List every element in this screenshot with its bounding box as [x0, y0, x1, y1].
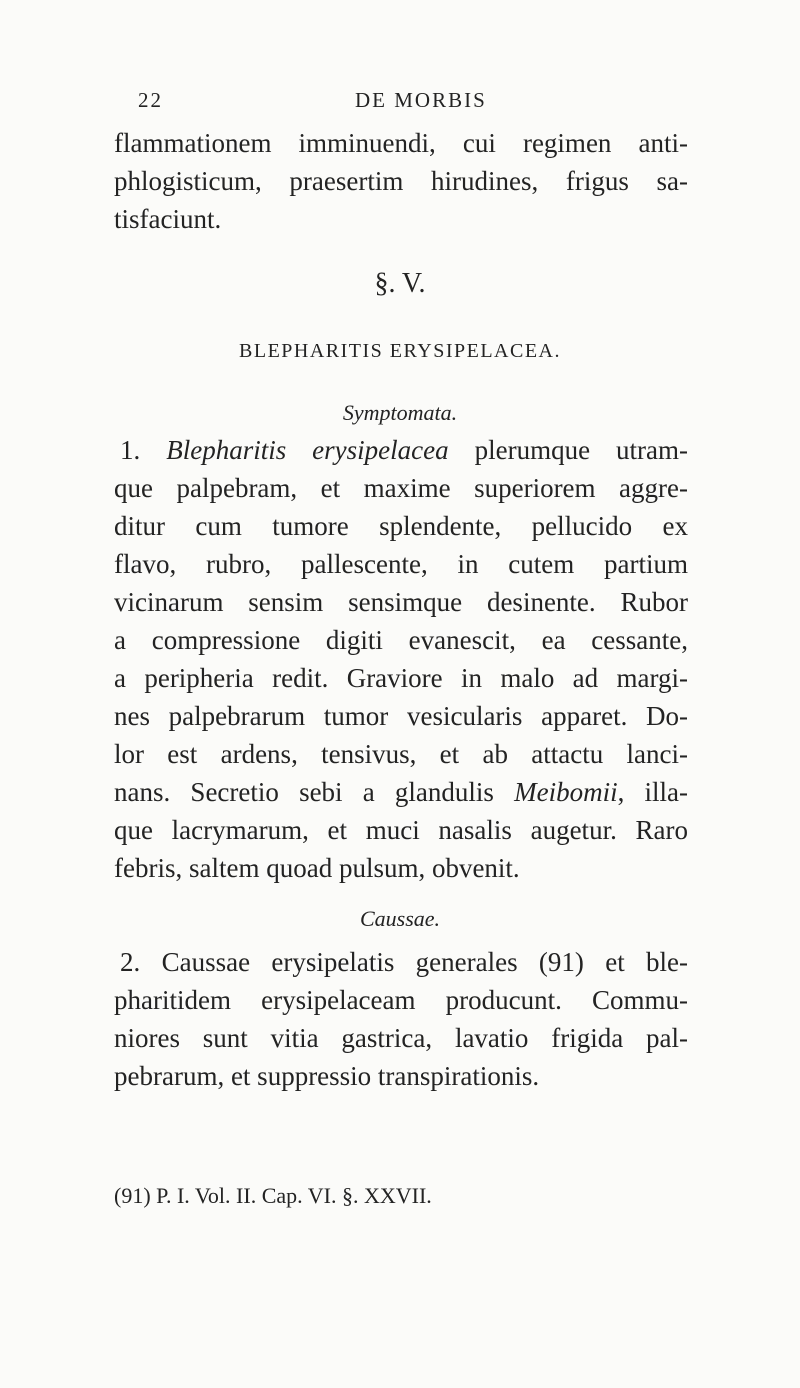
paragraph-first-line	[120, 432, 688, 468]
running-head	[0, 88, 800, 118]
body-line: a peripheria redit. Graviore in malo ad margi-	[114, 663, 688, 693]
paragraph-first-line	[120, 944, 688, 980]
body-line: lor est ardens, tensivus, et ab attactu lanci-	[114, 739, 688, 769]
body-line	[114, 774, 688, 810]
term-blepharitis: Blepharitis erysipelacea	[166, 435, 449, 465]
caussae-heading: Caussae.	[359, 906, 441, 931]
body-line: niores sunt vitia gastrica, lavatio frigida pal-	[114, 1023, 688, 1053]
body-line: nes palpebrarum tumor vesicularis apparet. Do-	[114, 701, 688, 731]
body-text: plerumque utram-	[448, 435, 688, 465]
paragraph-number: 2.	[120, 947, 141, 977]
body-line: flavo, rubro, pallescente, in cutem partium	[114, 549, 688, 579]
body-text: Caussae erysipelatis generales (91) et ble-	[161, 947, 688, 977]
body-line: ditur cum tumore splendente, pellucido ex	[114, 511, 688, 541]
body-line: febris, saltem quoad pulsum, obvenit.	[114, 853, 520, 883]
body-line: pebrarum, et suppressio transpirationis.	[114, 1061, 540, 1091]
symptomata-heading: Symptomata.	[342, 400, 458, 425]
body-line: phlogisticum, praesertim hirudines, frigus sa-	[114, 166, 688, 196]
section-mark: §. V.	[374, 268, 426, 299]
body-line: tisfaciunt.	[114, 204, 222, 234]
body-line: a compressione digiti evanescit, ea cessante,	[114, 625, 688, 655]
body-line: pharitidem erysipelaceam producunt. Commu-	[114, 985, 688, 1015]
footnote: (91) P. I. Vol. II. Cap. VI. §. XXVII.	[114, 1183, 432, 1208]
page-number: 22	[138, 88, 163, 112]
body-text: , illa-	[617, 777, 688, 807]
body-line: vicinarum sensim sensimque desinente. Rubor	[114, 587, 688, 617]
term-meibomii: Meibomii	[514, 777, 618, 807]
running-title: DE MORBIS	[355, 88, 487, 112]
body-text: nans. Secretio sebi a glandulis	[114, 777, 515, 807]
body-line: que lacrymarum, et muci nasalis augetur. Raro	[114, 815, 688, 845]
body-line: flammationem imminuendi, cui regimen anti-	[114, 128, 688, 158]
body-line: que palpebram, et maxime superiorem aggre-	[114, 473, 688, 503]
section-title: BLEPHARITIS ERYSIPELACEA.	[239, 340, 561, 362]
paragraph-number: 1.	[120, 435, 141, 465]
